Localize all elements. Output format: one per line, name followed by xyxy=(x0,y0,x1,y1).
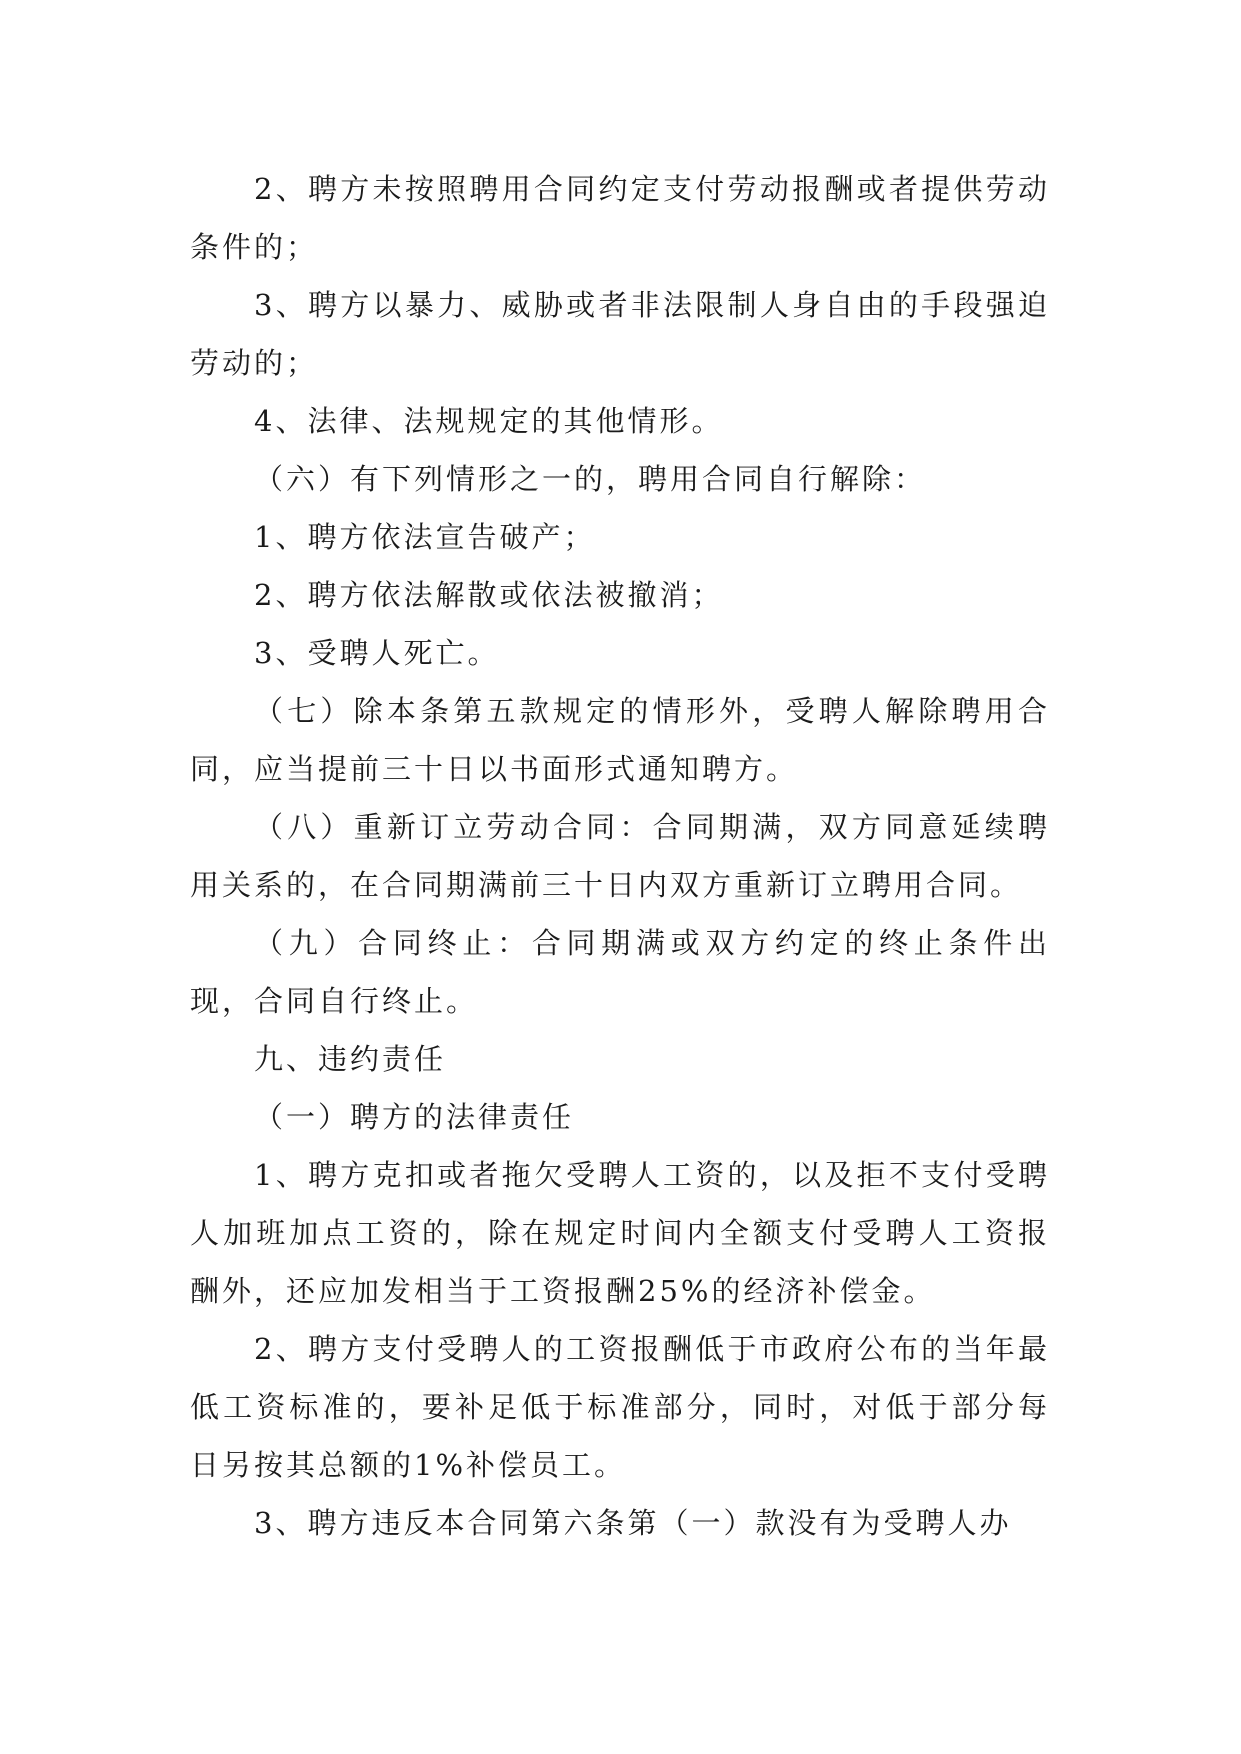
paragraph-section-8-renewal: （八）重新订立劳动合同：合同期满，双方同意延续聘用关系的，在合同期满前三十日内双方重新订立聘用合同。 xyxy=(190,810,1050,902)
paragraph-clause-2-unpaid-wages: 2、聘方未按照聘用合同约定支付劳动报酬或者提供劳动条件的； xyxy=(190,172,1050,264)
paragraph-liability-subheading: （一）聘方的法律责任 xyxy=(254,1100,575,1134)
document-body xyxy=(190,160,1050,1552)
paragraph-article-9-heading: 九、违约责任 xyxy=(254,1042,447,1076)
paragraph-clause-4-other-cases: 4、法律、法规规定的其他情形。 xyxy=(254,404,724,438)
paragraph-clause-3-forced-labor: 3、聘方以暴力、威胁或者非法限制人身自由的手段强迫劳动的； xyxy=(190,288,1050,380)
paragraph-section-7-notice: （七）除本条第五款规定的情形外，受聘人解除聘用合同，应当提前三十日以书面形式通知聘方。 xyxy=(190,694,1050,786)
paragraph-section-6-heading: （六）有下列情形之一的，聘用合同自行解除： xyxy=(254,462,927,496)
paragraph-clause-2-dissolution: 2、聘方依法解散或依法被撤消； xyxy=(254,578,724,612)
paragraph-liability-clause-3: 3、聘方违反本合同第六条第（一）款没有为受聘人办 xyxy=(254,1506,1012,1540)
paragraph-clause-1-bankruptcy: 1、聘方依法宣告破产； xyxy=(254,520,596,554)
paragraph-clause-3-death: 3、受聘人死亡。 xyxy=(254,636,500,670)
paragraph-liability-clause-1: 1、聘方克扣或者拖欠受聘人工资的，以及拒不支付受聘人加班加点工资的，除在规定时间内全额支付受聘人工资报酬外，还应加发相当于工资报酬25%的经济补偿金。 xyxy=(190,1158,1050,1308)
paragraph-section-9-termination: （九）合同终止：合同期满或双方约定的终止条件出现，合同自行终止。 xyxy=(190,926,1050,1018)
paragraph-liability-clause-2: 2、聘方支付受聘人的工资报酬低于市政府公布的当年最低工资标准的，要补足低于标准部分，同时，对低于部分每日另按其总额的1%补偿员工。 xyxy=(190,1332,1050,1482)
